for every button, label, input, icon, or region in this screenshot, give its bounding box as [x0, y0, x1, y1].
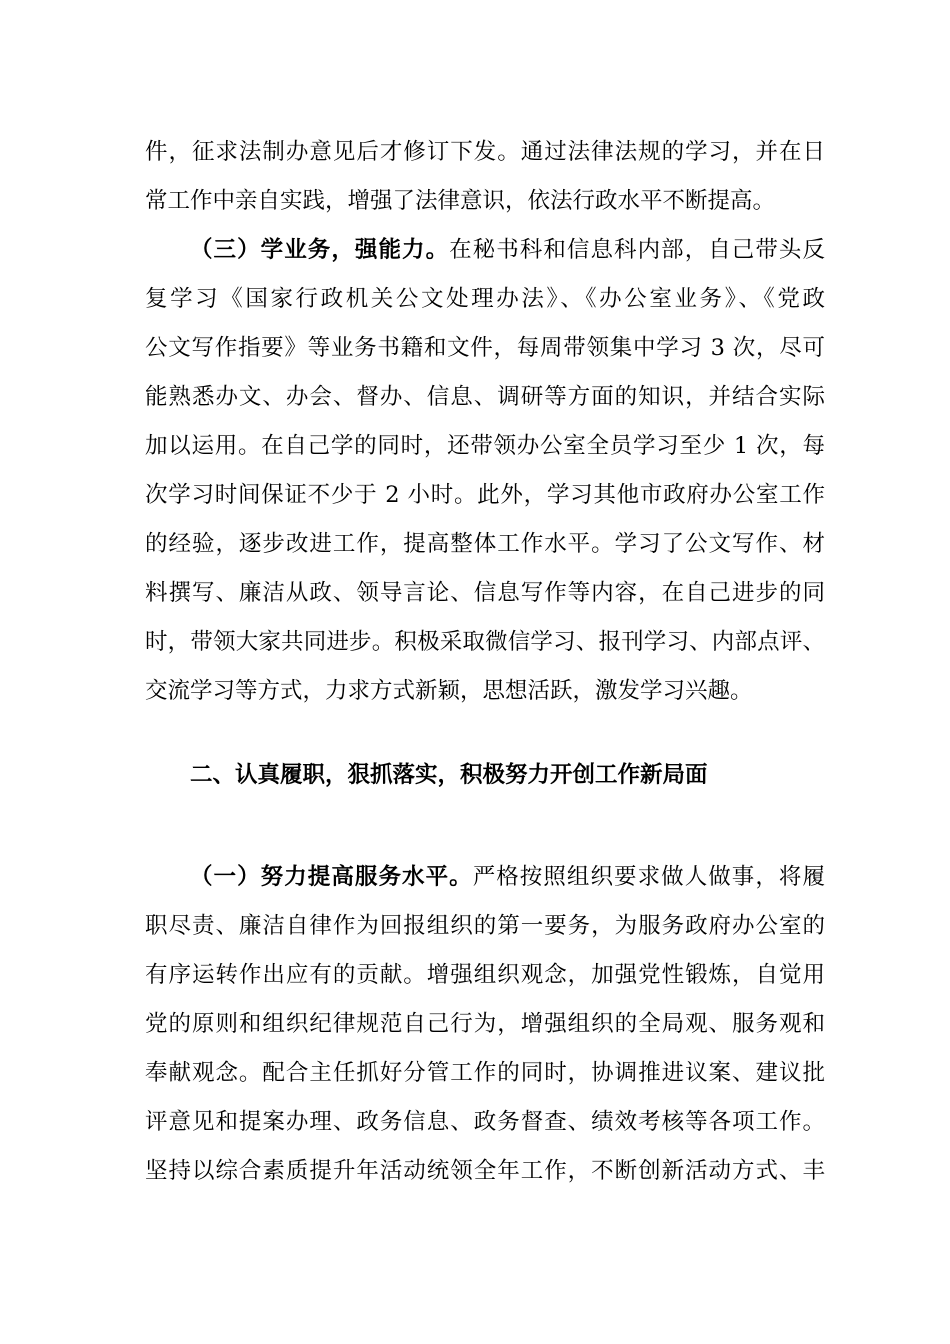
- paragraph-line-subheading: （三）学业务，强能力。在秘书科和信息科内部，自己带头反: [190, 237, 825, 263]
- paragraph-line: 加以运用。在自己学的同时，还带领办公室全员学习至少 1 次，每: [145, 433, 825, 459]
- paragraph-line: 件，征求法制办意见后才修订下发。通过法律法规的学习，并在日: [145, 139, 825, 165]
- paragraph-line-subheading: （一）努力提高服务水平。严格按照组织要求做人做事，将履: [190, 864, 825, 890]
- paragraph-line: 常工作中亲自实践，增强了法律意识，依法行政水平不断提高。: [145, 188, 776, 214]
- paragraph-line: 时，带领大家共同进步。积极采取微信学习、报刊学习、内部点评、: [145, 629, 825, 655]
- paragraph-line: 料撰写、廉洁从政、领导言论、信息写作等内容，在自己进步的同: [145, 580, 825, 606]
- paragraph-line: 有序运转作出应有的贡献。增强组织观念，加强党性锻炼，自觉用: [145, 962, 825, 988]
- paragraph-line: 交流学习等方式，力求方式新颖，思想活跃，激发学习兴趣。: [145, 678, 753, 704]
- subheading-bold-text: （一）努力提高服务水平。: [190, 864, 473, 890]
- paragraph-line: 党的原则和组织纪律规范自己行为，增强组织的全局观、服务观和: [145, 1011, 825, 1037]
- paragraph-line: 坚持以综合素质提升年活动统领全年工作，不断创新活动方式、丰: [145, 1158, 825, 1184]
- paragraph-line: 公文写作指要》等业务书籍和文件，每周带领集中学习 3 次，尽可: [145, 335, 825, 361]
- paragraph-line: 复学习《国家行政机关公文处理办法》、《办公室业务》、《党政: [145, 286, 825, 312]
- paragraph-line: 奉献观念。配合主任抓好分管工作的同时，协调推进议案、建议批: [145, 1060, 825, 1086]
- paragraph-line: 能熟悉办文、办会、督办、信息、调研等方面的知识，并结合实际: [145, 384, 825, 410]
- paragraph-line: 的经验，逐步改进工作，提高整体工作水平。学习了公文写作、材: [145, 531, 825, 557]
- paragraph-line: 评意见和提案办理、政务信息、政务督查、绩效考核等各项工作。: [145, 1109, 825, 1135]
- paragraph-line: 职尽责、廉洁自律作为回报组织的第一要务，为服务政府办公室的: [145, 913, 825, 939]
- subheading-bold-text: （三）学业务，强能力。: [190, 237, 450, 263]
- section-heading: 二、认真履职，狠抓落实，积极努力开创工作新局面: [190, 762, 708, 788]
- paragraph-line: 次学习时间保证不少于 2 小时。此外，学习其他市政府办公室工作: [145, 482, 825, 508]
